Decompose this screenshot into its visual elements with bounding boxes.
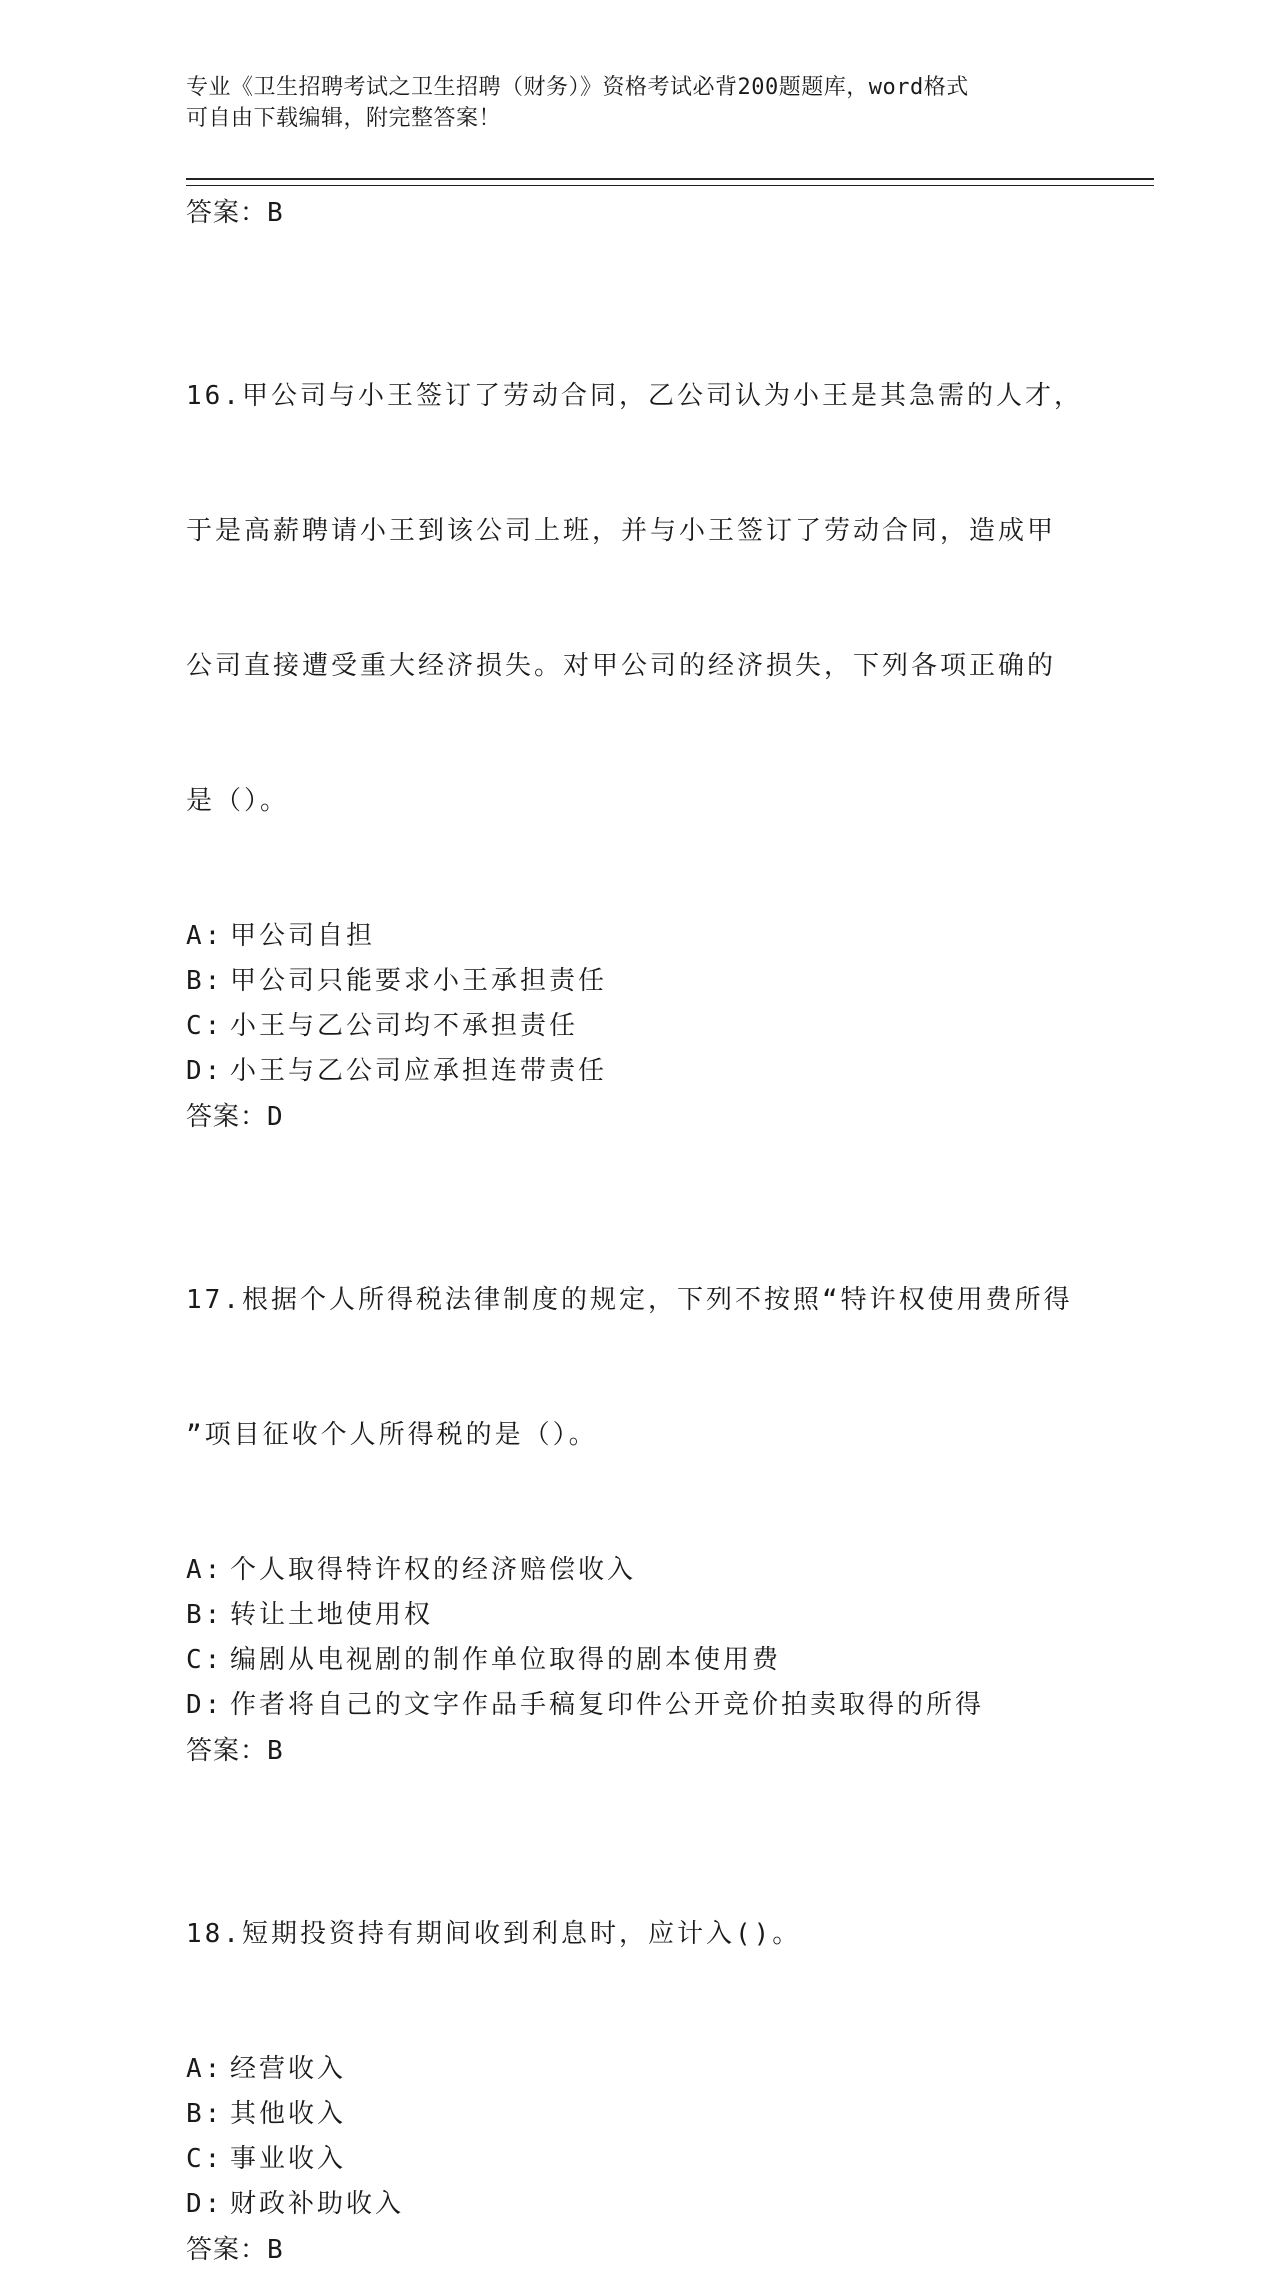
question-list xyxy=(186,190,1086,2273)
option-key: C: xyxy=(186,1011,224,1041)
option-text: 经营收入 xyxy=(230,2054,347,2084)
option-c xyxy=(186,1004,1086,1049)
question-16 xyxy=(186,284,1086,1140)
stem-line: ”项目征收个人所得税的是（）。 xyxy=(186,1420,598,1450)
option-d xyxy=(186,1049,1086,1094)
option-key: A: xyxy=(186,921,224,951)
stem-line: 17.根据个人所得税法律制度的规定，下列不按照“特许权使用费所得 xyxy=(186,1285,1073,1315)
option-a xyxy=(186,914,1086,959)
option-a xyxy=(186,2047,1086,2092)
option-key: B: xyxy=(186,2099,224,2129)
option-text: 作者将自己的文字作品手稿复印件公开竞价拍卖取得的所得 xyxy=(230,1690,985,1720)
question-stem xyxy=(186,1188,1086,1548)
stem-line: 是（）。 xyxy=(186,786,290,816)
option-b xyxy=(186,1593,1086,1638)
stem-line: 16.甲公司与小王签订了劳动合同，乙公司认为小王是其急需的人才， xyxy=(186,381,1083,411)
option-key: A: xyxy=(186,1555,224,1585)
answer-line: 答案：B xyxy=(186,2235,284,2265)
header-line-2: 可自由下载编辑，附完整答案！ xyxy=(186,106,502,131)
stem-line: 于是高薪聘请小王到该公司上班，并与小王签订了劳动合同，造成甲 xyxy=(186,516,1057,546)
option-c xyxy=(186,1638,1086,1683)
question-17 xyxy=(186,1188,1086,1774)
option-key: C: xyxy=(186,2144,224,2174)
header-line-1: 专业《卫生招聘考试之卫生招聘（财务）》资格考试必背200题题库，word格式 xyxy=(186,75,969,100)
option-key: D: xyxy=(186,1690,224,1720)
answer-line: 答案：B xyxy=(186,1736,284,1766)
question-18 xyxy=(186,1822,1086,2273)
question-stem xyxy=(186,284,1086,914)
option-text: 个人取得特许权的经济赔偿收入 xyxy=(230,1555,637,1585)
option-text: 小王与乙公司均不承担责任 xyxy=(230,1011,579,1041)
option-b xyxy=(186,2092,1086,2137)
option-b xyxy=(186,959,1086,1004)
page-header xyxy=(186,72,1066,134)
question-stem xyxy=(186,1822,1086,2047)
option-text: 编剧从电视剧的制作单位取得的剧本使用费 xyxy=(230,1645,782,1675)
option-key: A: xyxy=(186,2054,224,2084)
stem-line: 公司直接遭受重大经济损失。对甲公司的经济损失，下列各项正确的 xyxy=(186,651,1057,681)
option-text: 其他收入 xyxy=(230,2099,347,2129)
option-text: 小王与乙公司应承担连带责任 xyxy=(230,1056,608,1086)
stem-line: 18.短期投资持有期间收到利息时，应计入()。 xyxy=(186,1919,802,1949)
option-key: B: xyxy=(186,966,224,996)
option-d xyxy=(186,2182,1086,2227)
option-key: D: xyxy=(186,2189,224,2219)
option-a xyxy=(186,1548,1086,1593)
option-text: 事业收入 xyxy=(230,2144,347,2174)
option-key: C: xyxy=(186,1645,224,1675)
option-text: 转让土地使用权 xyxy=(230,1600,434,1630)
answer-line: 答案：D xyxy=(186,1102,284,1132)
option-key: B: xyxy=(186,1600,224,1630)
header-divider xyxy=(186,178,1154,186)
option-d xyxy=(186,1683,1086,1728)
previous-answer: 答案：B xyxy=(186,198,284,228)
option-key: D: xyxy=(186,1056,224,1086)
option-text: 甲公司自担 xyxy=(230,921,376,951)
option-text: 财政补助收入 xyxy=(230,2189,405,2219)
option-c xyxy=(186,2137,1086,2182)
option-text: 甲公司只能要求小王承担责任 xyxy=(230,966,608,996)
